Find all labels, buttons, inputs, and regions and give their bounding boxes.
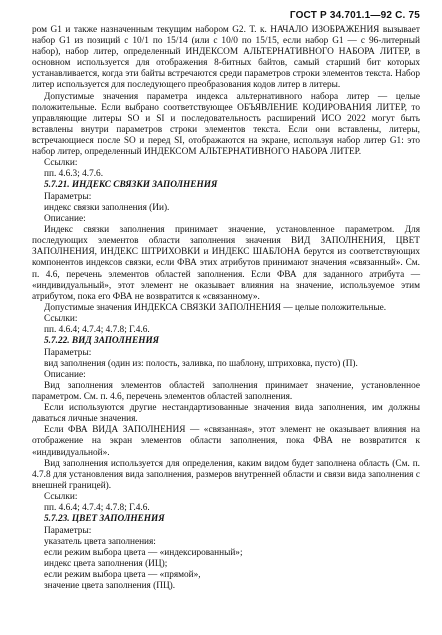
parameters-label: Параметры: <box>44 191 92 202</box>
paragraph-interior-style: Вид заполнения элементов областей заполнения принимает значение, установленное параметром. См. п. 4.6, перечень элементов областей заполнения. <box>32 381 420 403</box>
section-heading-5-7-22: 5.7.22. ВИД ЗАПОЛНЕНИЯ <box>44 336 160 347</box>
paragraph-continuation: ром G1 и также назначенным текущим набором G2. Т. к. НАЧАЛО ИЗОБРАЖЕНИЯ вызывает набор G1 из позиций с 10/1 по 15/14 (или с 10/0 по 15/15, если набор G1 — с 96-литерный набор), набор литер, определенный ИНДЕКСОМ АЛЬТЕРНАТИВНОГО НАБОРА ЛИТЕР, в основном используется для отображения 8-битных байтов, самый старший бит которых устанавливается, когда эти байты встречаются среди параметров строки элементов текста. Набор литер используется для последующего преобразования кодов литер в литеры. <box>32 25 420 91</box>
paragraph-nonstandard-values: Если используются другие нестандартизованные значения вида заполнения, им должны даваться личные значения. <box>32 403 420 425</box>
references-label: Ссылки: <box>44 491 78 502</box>
parameters-label: Параметры: <box>44 347 92 358</box>
parameters-line: если режим выбора цвета — «индексированный»; <box>44 547 243 558</box>
references-label: Ссылки: <box>44 313 78 324</box>
parameters-line: значение цвета заполнения (ПЦ). <box>44 581 176 592</box>
parameters-line: если режим выбора цвета — «прямой», <box>44 570 201 581</box>
section-heading-5-7-23: 5.7.23. ЦВЕТ ЗАПОЛНЕНИЯ <box>44 514 165 525</box>
page-header: ГОСТ Р 34.701.1—92 С. 75 <box>289 10 420 21</box>
parameters-label: Параметры: <box>44 525 92 536</box>
parameters-line: индекс цвета заполнения (ИЦ); <box>44 559 168 569</box>
references-label: Ссылки: <box>44 158 78 169</box>
references-list: пп. 4.6.3; 4.7.6. <box>44 169 104 180</box>
paragraph-fill-bundle-values: Допустимые значения ИНДЕКСА СВЯЗКИ ЗАПОЛНЕНИЯ — целые положительные. <box>44 302 387 313</box>
description-label: Описание: <box>44 369 86 380</box>
section-heading-5-7-21: 5.7.21. ИНДЕКС СВЯЗКИ ЗАПОЛНЕНИЯ <box>44 180 218 191</box>
references-list: пп. 4.6.4; 4.7.4; 4.7.8; Г.4.6. <box>44 503 150 514</box>
parameters-text: вид заполнения (один из: полость, заливка, по шаблону, штриховка, пусто) (П). <box>44 358 358 369</box>
references-list: пп. 4.6.4; 4.7.4; 4.7.8; Г.4.6. <box>44 325 150 336</box>
description-label: Описание: <box>44 214 86 225</box>
parameters-text: индекс связки заполнения (Ии). <box>44 203 170 213</box>
parameters-line: указатель цвета заполнения: <box>44 536 156 547</box>
paragraph-asf-bundled: Если ФВА ВИДА ЗАПОЛНЕНИЯ — «связанная», этот элемент не оказывает влияния на отображение на экран элементов области заполнения, пока ФВА не возвратится к «индивидуальной». <box>32 425 420 458</box>
paragraph-fill-bundle-index: Индекс связки заполнения принимает значение, установленное параметром. Для последующих элементов области заполнения значения ВИД ЗАПОЛНЕНИЯ, ЦВЕТ ЗАПОЛНЕНИЯ, ИНДЕКС ШТРИХОВКИ и ИНДЕКС ШАБЛОНА берутся из соответствующих компонентов индексов связки, если ФВА этих атрибутов принимают значения «связанный». См. п. 4.6, перечень элементов областей заполнения. Если ФВА для заданного атрибута — «индивидуальный», этот элемент не оказывает влияния на значение, используемое этим атрибутом, пока его ФВА не возвратится к «связанному». <box>32 225 420 302</box>
paragraph-fill-usage: Вид заполнения используется для определения, каким видом будет заполнена область (См. п. 4.7.8 для установления вида заполнения, размеров внутренней области и связи вида заполнения с внешней границей). <box>32 458 420 491</box>
paragraph-alt-charset-values: Допустимые значения параметра индекса альтернативного набора литер — целые положительные. Если выбрано соответствующее ОБЪЯВЛЕНИЕ КОДИРОВАНИЯ ЛИТЕР, то управляющие литеры SO и SI и последовательность расширений ИСО 2022 могут быть вставлены внутри параметров строки элементов текста. Если они вставлены, литеры, встречающиеся после SO и перед SI, отображаются на экране, используя набор литер G1: это набор литер, определенный ИНДЕКСОМ АЛЬТЕРНАТИВНОГО НАБОРА ЛИТЕР. <box>32 91 420 158</box>
